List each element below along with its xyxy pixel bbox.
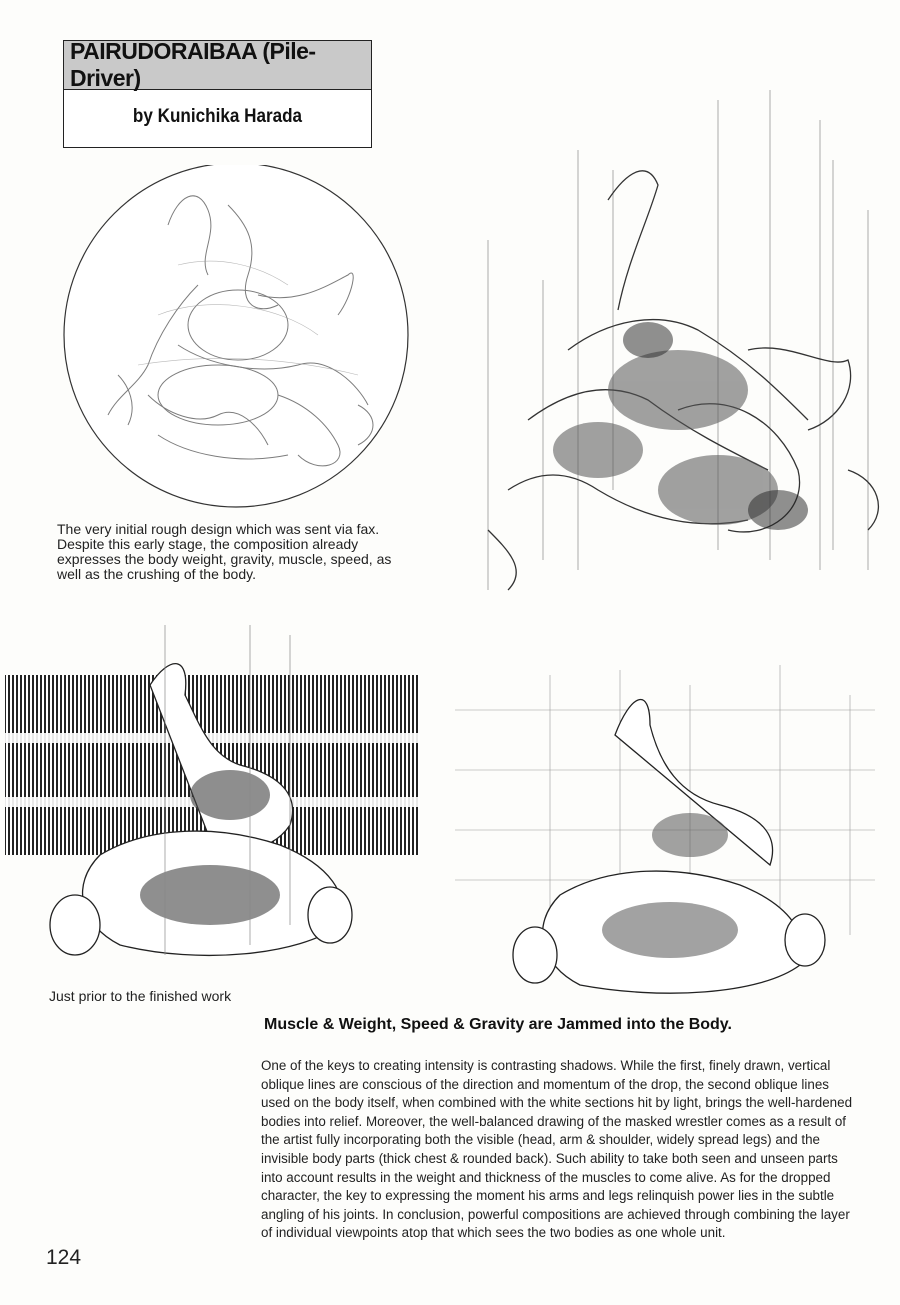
author-byline: by Kunichika Harada (132, 106, 303, 127)
inked-drawing-figure (448, 90, 900, 600)
rough-sketch-caption: The very initial rough design which was sent via fax. Despite this early stage, the composition already expresses the body weight, gravity, muscle, speed, as well as the crushing of the body. (57, 521, 392, 582)
page-number: 124 (46, 1246, 82, 1269)
finished-drawing-figure (0, 625, 430, 975)
article-body: One of the keys to creating intensity is contrasting shadows. While the first, finely drawn, vertical oblique lines are conscious of the direction and momentum of the drop, the second oblique lines used on the body itself, when combined with the white sections hit by light, brings the well-hardened bodies into relief. Moreover, the well-balanced drawing of the masked wrestler comes as a result of the artist fully incorporating both the visible (head, arm & shoulder, widely spread legs) and the invisible body parts (thick chest & rounded back). Such ability to take both seen and unseen parts into account results in the weight and thickness of the muscles to come alive. As for the dropped character, the key to expressing the moment his arms and legs relinquish power lies in the subtle angling of his joints. In conclusion, powerful compositions are achieved through combining the layer of individual viewpoints atop that which sees the two bodies as one whole unit. (261, 1058, 853, 1241)
inked-drawing-illustration (448, 90, 900, 600)
grid-drawing-figure (450, 665, 880, 1005)
page-title: PAIRUDORAIBAA (Pile-Driver) (64, 41, 371, 90)
rough-sketch-illustration (58, 165, 418, 515)
title-box (63, 40, 372, 148)
rough-sketch-figure (58, 165, 418, 515)
finished-drawing-illustration (0, 625, 430, 975)
grid-drawing-illustration (450, 665, 880, 1005)
article-heading: Muscle & Weight, Speed & Gravity are Jammed into the Body. (264, 1016, 732, 1033)
finished-caption: Just prior to the finished work (49, 988, 232, 1004)
